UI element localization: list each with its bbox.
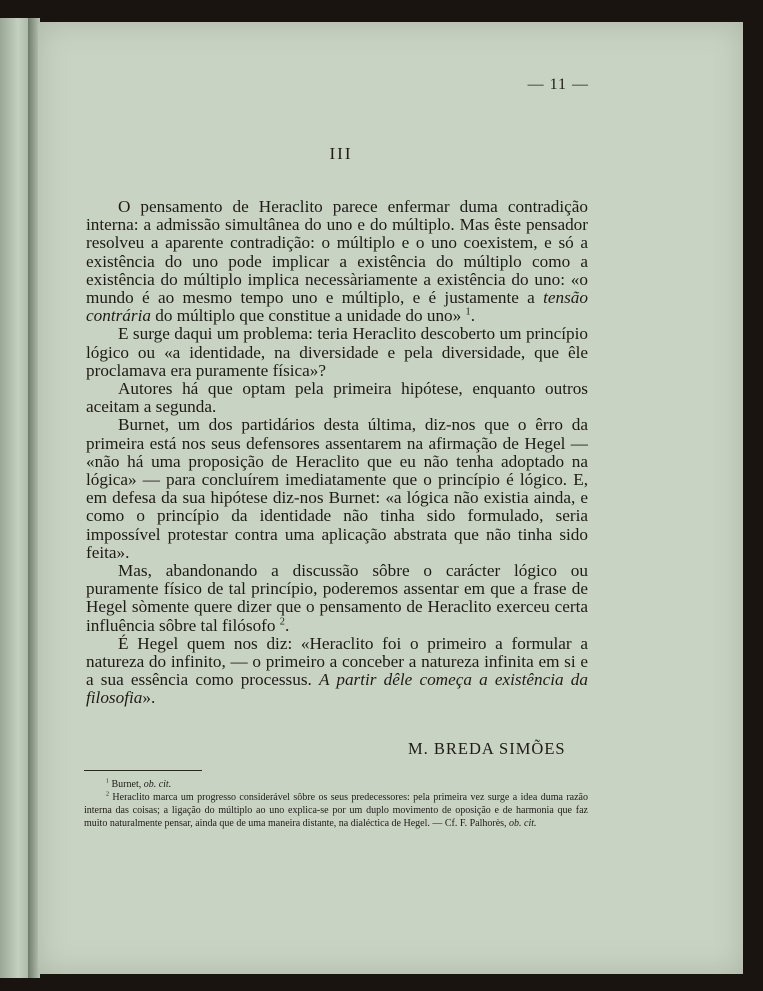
footnote: $^2$ Heraclito marca um progresso considerável sôbre os seus predecessores: pela primeira vez surge a idea duma razão interna das coisas; a ligação do múltiplo ao uno explica-se por um duplo movimento de oposição e de harmonia que faz muito naturalmente pensar, ainda que de uma maneira distante, na dialéctica de Hegel. — Cf. F. Palhorès, ob. cit. xyxy=(84,791,588,829)
author-signature: M. BREDA SIMÕES xyxy=(408,739,566,758)
paragraph: E surge daqui um problema: teria Heraclito descoberto um princípio lógico ou «a identidade, na diversidade e pela diversidade, que êle proclamava era puramente física»? xyxy=(86,324,588,380)
facing-page-edge xyxy=(0,18,30,978)
paragraph: Burnet, um dos partidários desta última, diz-nos que o êrro da primeira está nos seus defensores assentarem na afirmação de Hegel — «não há uma proposição de Heraclito que eu não tenha adoptado na lógica» — para concluírem imediatamente que o princípio é lógico. E, em defesa da sua hipótese diz-nos Burnet: «a lógica não existia ainda, e como o princípio da identidade não tinha sido formulado, seria impossível protestar contra uma aplicação abstrata que não tinha sido feita». xyxy=(86,415,588,562)
footnote-ref: 2 xyxy=(279,615,285,627)
footnote: $^1$ Burnet, ob. cit. xyxy=(106,778,172,790)
footnote-divider xyxy=(84,770,202,771)
body-text xyxy=(86,198,588,708)
paragraph: Mas, abandonando a discussão sôbre o carácter lógico ou puramente físico de tal princípio, poderemos assentar em que a frase de Hegel sòmente quere dizer que o pensamento de Heraclito exerceu certa influência sôbre tal filósofo $^2$. xyxy=(86,561,588,635)
paragraph: Autores há que optam pela primeira hipótese, enquanto outros aceitam a segunda. xyxy=(86,379,588,417)
paragraph: O pensamento de Heraclito parece enfermar duma contradição interna: a admissão simultânea do uno e do múltiplo. Mas êste pensador resolveu a aparente contradição: o múltiplo e o uno coexistem, e só a existência do uno pode implicar a existência do múltiplo como a existência do múltiplo implica necessàriamente a existência do uno: «o mundo é ao mesmo tempo uno e múltiplo, e é justamente a tensão contrária do múltiplo que constitue a unidade do uno» $^1$. xyxy=(86,197,588,326)
footnote-ref: 1 xyxy=(465,306,471,318)
footnotes xyxy=(84,778,588,830)
paragraph: É Hegel quem nos diz: «Heraclito foi o primeiro a formular a natureza do infinito, — o primeiro a conceber a natureza infinita em si e a sua essência como processus. A partir dêle começa a existência da filosofia». xyxy=(86,633,588,708)
page-number: — 11 — xyxy=(527,76,589,93)
book-page xyxy=(38,22,743,974)
section-heading: III xyxy=(329,144,353,163)
